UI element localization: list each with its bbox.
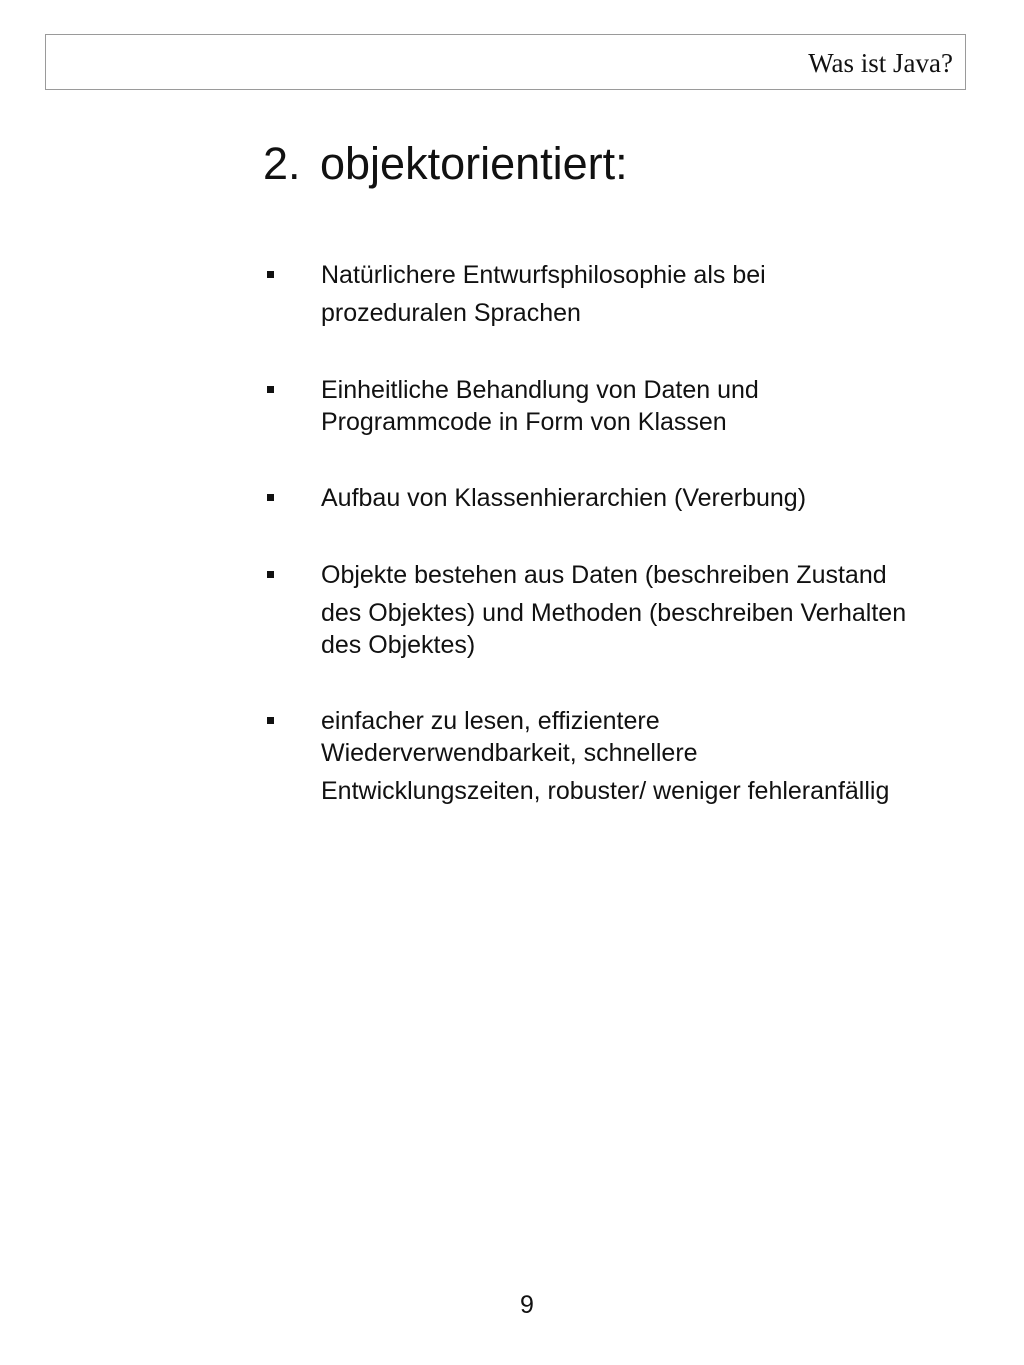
header-title: Was ist Java?: [808, 48, 953, 78]
bullet-line: Entwicklungszeiten, robuster/ weniger fehleranfällig: [321, 777, 890, 805]
bullet-line: Natürlichere Entwurfsphilosophie als bei: [321, 261, 766, 289]
bullet-marker: [267, 717, 274, 724]
section-number: 2.: [263, 138, 301, 189]
bullet-marker: [267, 386, 274, 393]
section-title: objektorientiert:: [320, 138, 628, 189]
section-heading: [263, 138, 628, 190]
bullet-line: Aufbau von Klassenhierarchien (Vererbung): [321, 484, 807, 512]
bullet-line: einfacher zu lesen, effizientere: [321, 707, 660, 735]
bullet-marker: [267, 271, 274, 278]
bullet-line: des Objektes) und Methoden (beschreiben Verhalten: [321, 599, 907, 627]
bullet-marker: [267, 494, 274, 501]
bullet-line: Objekte bestehen aus Daten (beschreiben Zustand: [321, 561, 887, 589]
bullet-line: Programmcode in Form von Klassen: [321, 408, 727, 436]
bullet-line: Einheitliche Behandlung von Daten und: [321, 376, 759, 404]
bullet-marker: [267, 571, 274, 578]
bullet-line: Wiederverwendbarkeit, schnellere: [321, 739, 698, 767]
bullet-line: prozeduralen Sprachen: [321, 299, 581, 327]
bullet-line: des Objektes): [321, 631, 476, 659]
header-box: [45, 34, 966, 90]
page-number: 9: [520, 1291, 534, 1319]
